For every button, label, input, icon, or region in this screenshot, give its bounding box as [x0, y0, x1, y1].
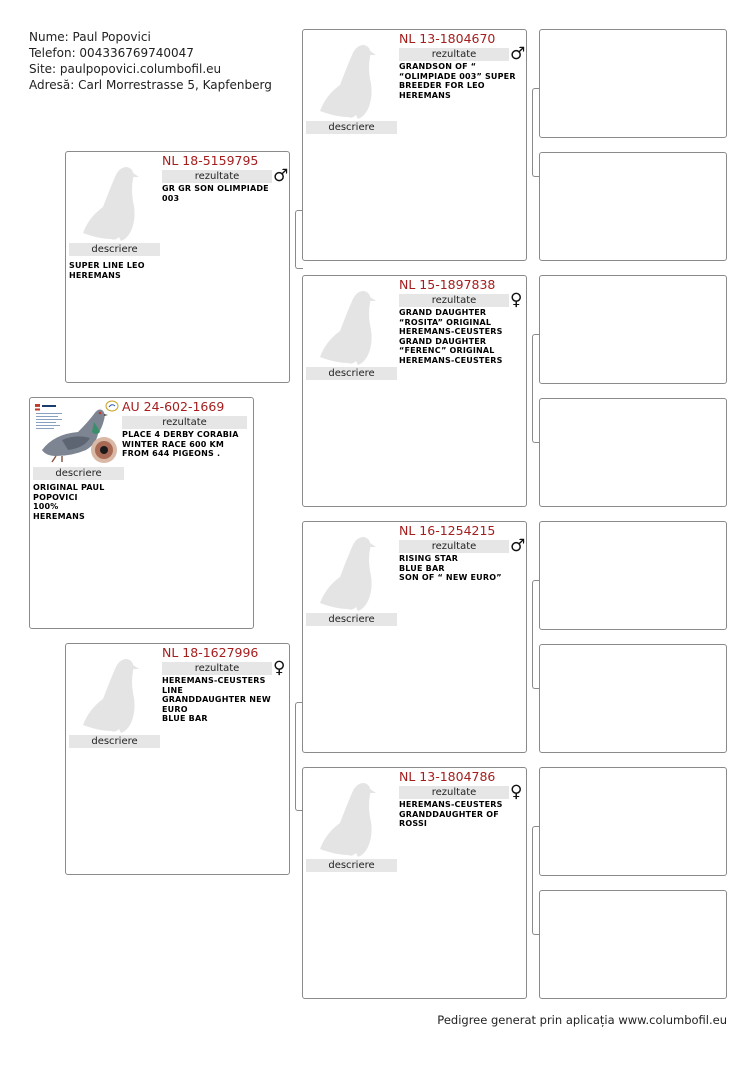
- great-grandparent-card[interactable]: [539, 275, 727, 384]
- description-button[interactable]: descriere: [306, 121, 397, 134]
- sire-photo-placeholder[interactable]: [69, 155, 160, 243]
- pigeon-info: GRANDSON OF “ “OLIMPIADE 003” SUPER BREEDER FOR LEO HEREMANS: [399, 62, 516, 100]
- description-button[interactable]: descriere: [306, 367, 397, 380]
- pigeon-description: ORIGINAL PAUL POPOVICI 100% HEREMANS: [33, 483, 105, 521]
- description-button[interactable]: descriere: [306, 613, 397, 626]
- pigeon-info: GRAND DAUGHTER “ROSITA” ORIGINAL HEREMANS-CEUSTERS GRAND DAUGHTER “FERENC” ORIGINAL HEREMANS-CEUSTERS: [399, 308, 503, 365]
- female-sex-icon: ♀: [273, 658, 286, 678]
- great-grandparent-card[interactable]: [539, 890, 727, 999]
- ring-number[interactable]: AU 24-602-1669: [122, 399, 225, 414]
- ring-number[interactable]: NL 15-1897838: [399, 277, 496, 292]
- pigeon-description: SUPER LINE LEO HEREMANS: [69, 261, 145, 280]
- results-button[interactable]: rezultate: [399, 294, 509, 307]
- great-grandparent-card[interactable]: [539, 398, 727, 507]
- female-sex-icon: ♀: [510, 782, 523, 802]
- description-button[interactable]: descriere: [33, 467, 124, 480]
- pigeon-info: GR GR SON OLIMPIADE 003: [162, 184, 269, 203]
- male-sex-icon: ♂: [273, 166, 289, 186]
- description-button[interactable]: descriere: [69, 735, 160, 748]
- great-grandparent-card[interactable]: [539, 767, 727, 876]
- pigeon-info: RISING STAR BLUE BAR SON OF “ NEW EURO”: [399, 554, 502, 583]
- results-button[interactable]: rezultate: [399, 48, 509, 61]
- ring-number[interactable]: NL 16-1254215: [399, 523, 496, 538]
- great-grandparent-card[interactable]: [539, 152, 727, 261]
- owner-address: Adresă: Carl Morrestrasse 5, Kapfenberg: [29, 78, 272, 92]
- description-button[interactable]: descriere: [69, 243, 160, 256]
- results-button[interactable]: rezultate: [162, 662, 272, 675]
- pigeon-photo-placeholder[interactable]: [306, 771, 397, 859]
- pigeon-info: PLACE 4 DERBY CORABIA WINTER RACE 600 KM FROM 644 PIGEONS .: [122, 430, 239, 459]
- results-button[interactable]: rezultate: [399, 786, 509, 799]
- sire-sire-card[interactable]: [302, 29, 527, 261]
- footer-credit: Pedigree generat prin aplicația www.columbofil.eu: [437, 1013, 727, 1027]
- results-button[interactable]: rezultate: [399, 540, 509, 553]
- results-button[interactable]: rezultate: [162, 170, 272, 183]
- male-sex-icon: ♂: [510, 536, 526, 556]
- female-sex-icon: ♀: [510, 290, 523, 310]
- ring-number[interactable]: NL 13-1804786: [399, 769, 496, 784]
- great-grandparent-card[interactable]: [539, 521, 727, 630]
- description-button[interactable]: descriere: [306, 859, 397, 872]
- pigeon-info: HEREMANS-CEUSTERS LINE GRANDDAUGHTER NEW EURO BLUE BAR: [162, 676, 271, 724]
- pigeon-photo-placeholder[interactable]: [306, 279, 397, 367]
- pigeon-info: HEREMANS-CEUSTERS GRANDDAUGHTER OF ROSSI: [399, 800, 503, 829]
- dam-card[interactable]: [65, 643, 290, 875]
- dam-dam-card[interactable]: [302, 767, 527, 999]
- owner-info: [29, 29, 272, 93]
- ring-number[interactable]: NL 13-1804670: [399, 31, 496, 46]
- male-sex-icon: ♂: [510, 44, 526, 64]
- club-logo-icon: [105, 400, 119, 412]
- owner-phone: Telefon: 004336769740047: [29, 46, 194, 60]
- great-grandparent-card[interactable]: [539, 29, 727, 138]
- owner-name: Nume: Paul Popovici: [29, 30, 151, 44]
- ring-number[interactable]: NL 18-5159795: [162, 153, 259, 168]
- results-button[interactable]: rezultate: [122, 416, 247, 429]
- great-grandparent-card[interactable]: [539, 644, 727, 753]
- ring-number[interactable]: NL 18-1627996: [162, 645, 259, 660]
- pigeon-photo-placeholder[interactable]: [306, 525, 397, 613]
- dam-photo-placeholder[interactable]: [69, 647, 160, 735]
- sire-card[interactable]: [65, 151, 290, 383]
- sire-dam-card[interactable]: [302, 275, 527, 507]
- pigeon-photo-placeholder[interactable]: [306, 33, 397, 121]
- owner-site: Site: paulpopovici.columbofil.eu: [29, 62, 222, 76]
- dam-sire-card[interactable]: [302, 521, 527, 753]
